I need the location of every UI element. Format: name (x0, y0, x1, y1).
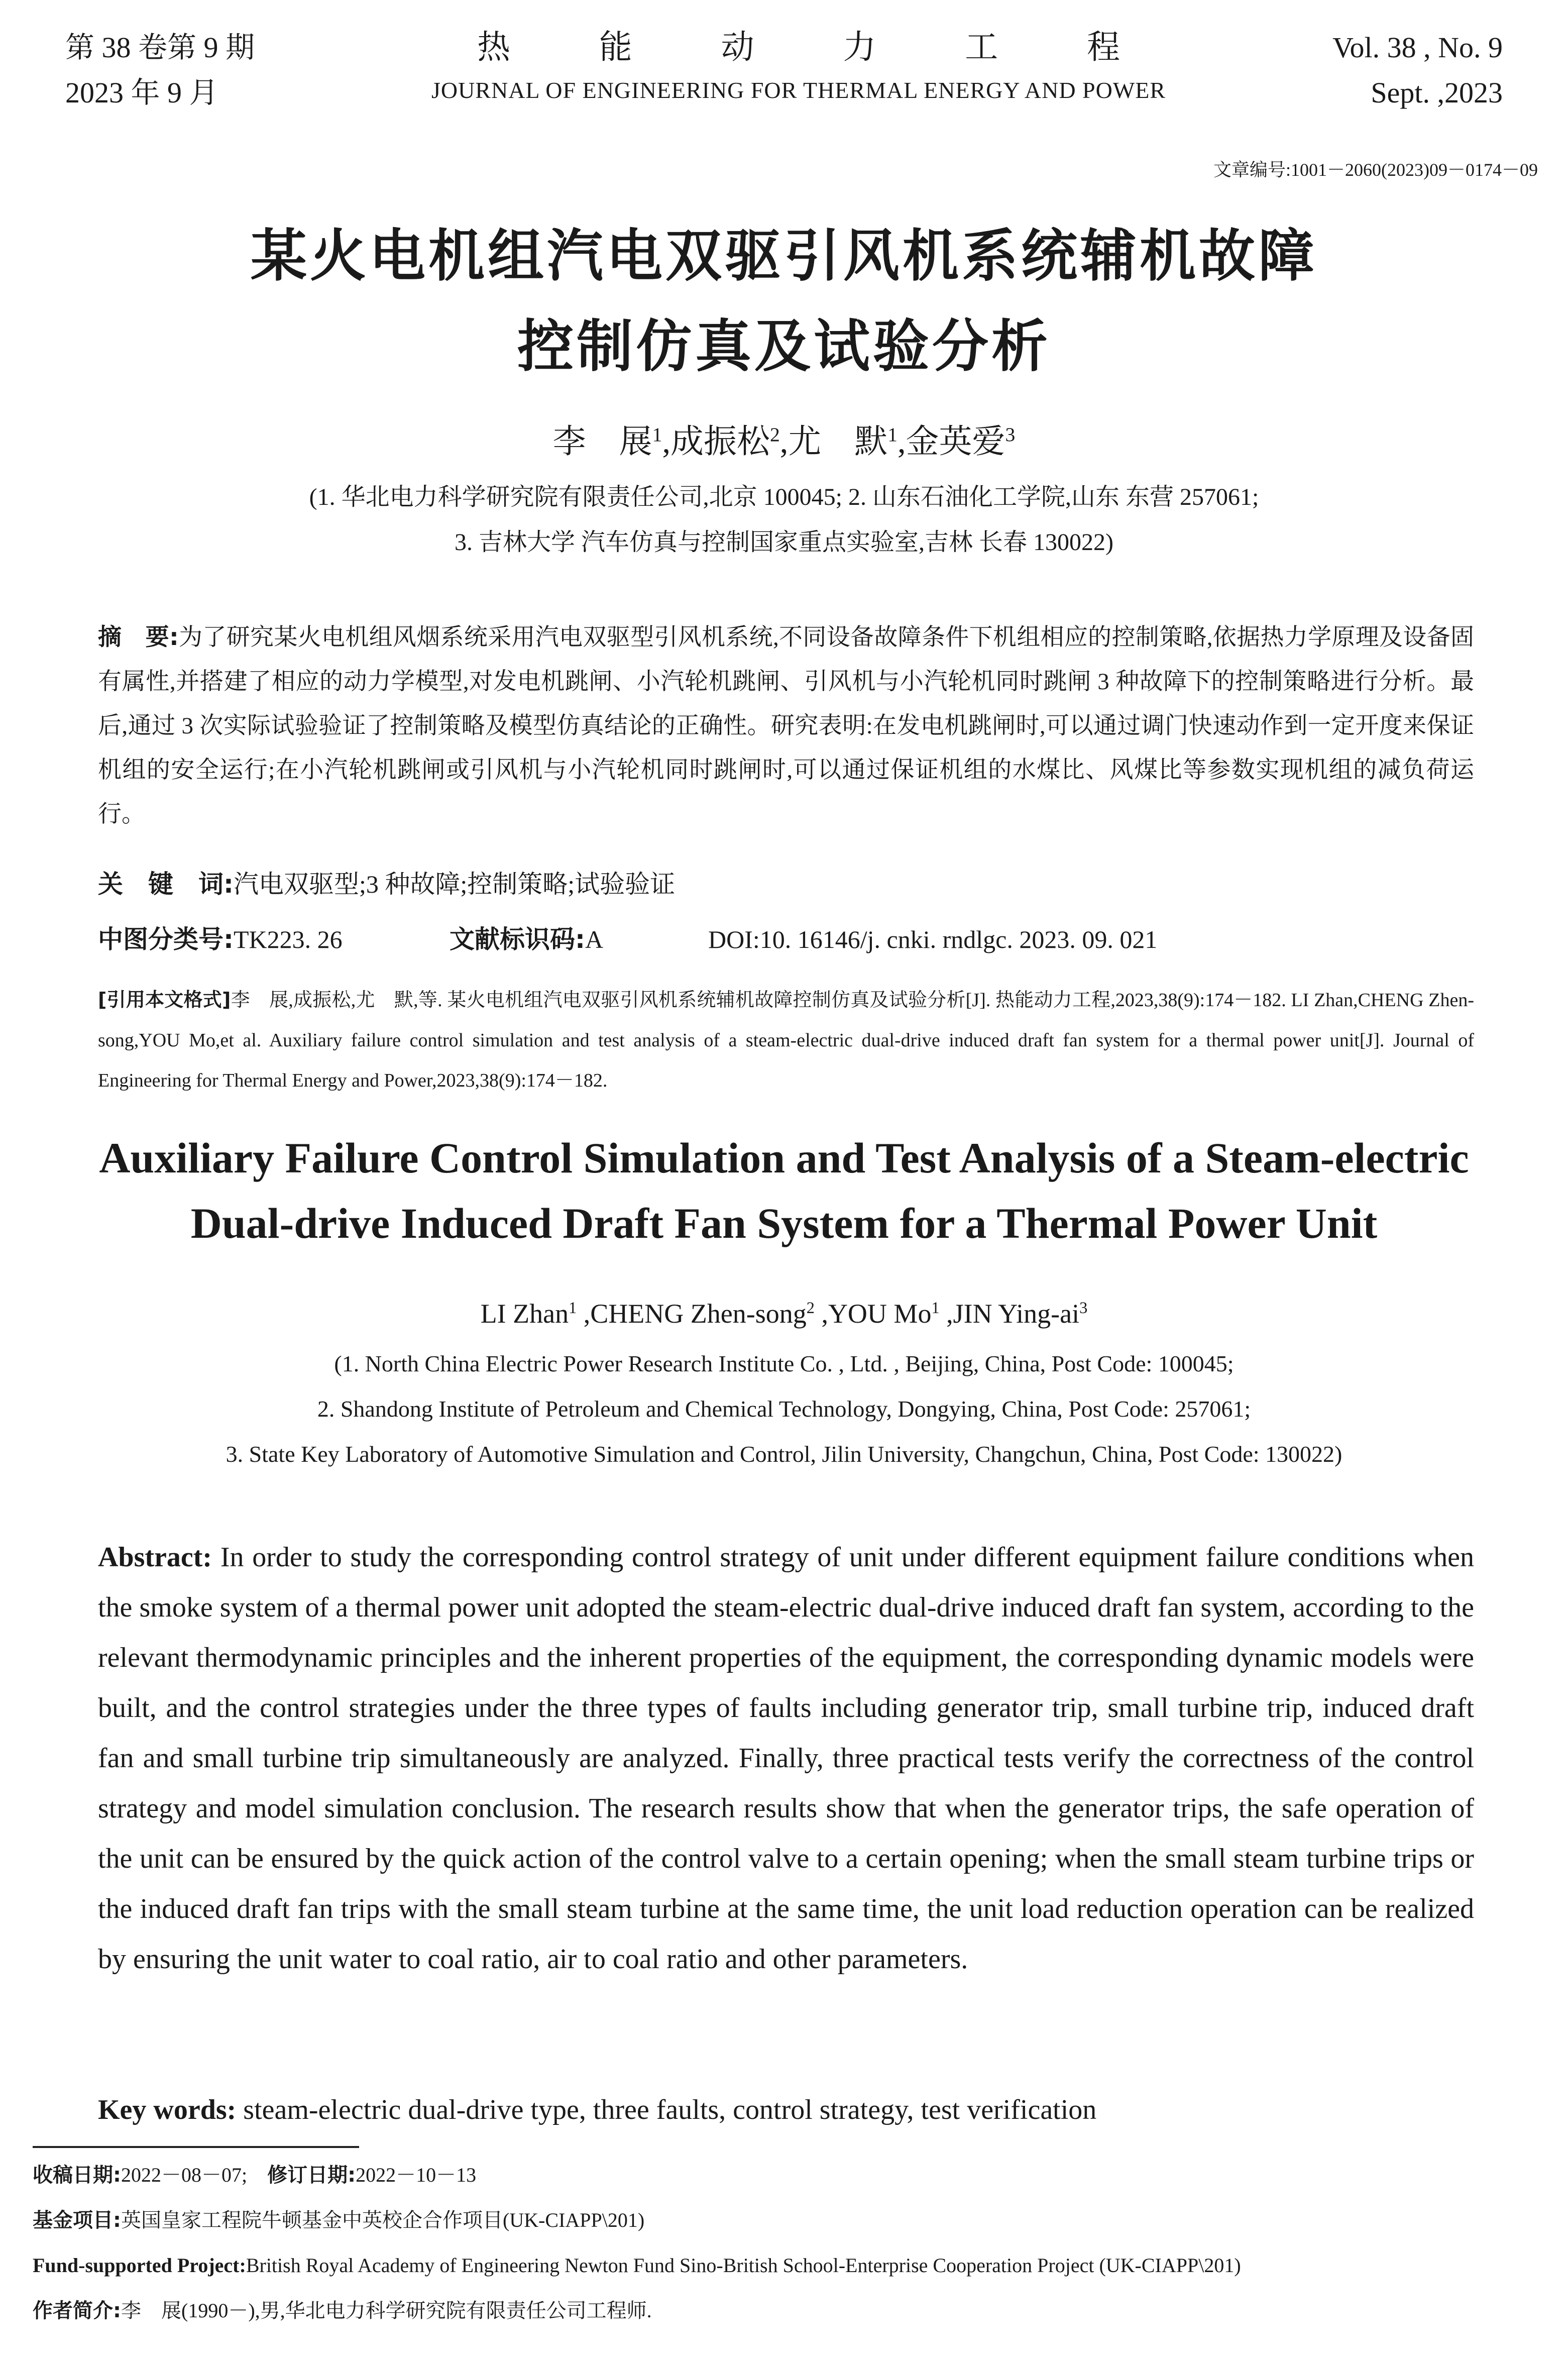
abstract-en (98, 1532, 1474, 1984)
footnote-fund-en (33, 2250, 1549, 2281)
title-cn (0, 211, 1568, 392)
affiliations-en (0, 1341, 1568, 1477)
date-cn: 2023 年 9 月 (65, 76, 218, 109)
keywords-en-text: steam-electric dual-drive type, three faults, control strategy, test verification (243, 2094, 1097, 2125)
affiliation-en-line1: (1. North China Electric Power Research Institute Co. , Ltd. , Beijing, China, Post Code: 100045; (334, 1351, 1234, 1376)
header-left (65, 25, 255, 116)
author-name: LI Zhan (480, 1299, 569, 1329)
journal-name-en: JOURNAL OF ENGINEERING FOR THERMAL ENERGY AND POWER (431, 77, 1166, 103)
revised-value: 2022－10－13 (356, 2164, 477, 2186)
affiliation-en-line2: 2. Shandong Institute of Petroleum and Chemical Technology, Dongying, China, Post Code: 257061; (317, 1396, 1251, 1422)
author-affil-mark: 1 (887, 423, 898, 446)
journal-char: 能 (599, 29, 632, 66)
author-affil-mark: 1 (931, 1299, 940, 1317)
footnote-rule (33, 2146, 359, 2148)
abstract-cn (98, 615, 1474, 836)
affiliation-cn-line1: (1. 华北电力科学研究院有限责任公司,北京 100045; 2. 山东石油化工学院,山东 东营 257061; (309, 484, 1259, 510)
affiliations-cn (0, 475, 1568, 565)
author-name: CHENG Zhen-song (590, 1299, 807, 1329)
authors-cn: 李 展$^1$,成振松$^2$,尤 默$^1$,金英爱$^3$ (552, 423, 1016, 460)
citation-text: 李 展,成振松,尤 默,等. 某火电机组汽电双驱引风机系统辅机故障控制仿真及试验分析[J]. 热能动力工程,2023,38(9):174－182. LI Zhan,CHENG Zhen-song,YOU Mo,et al. Auxiliary failure control simulation and test analysis of a steam-electric dual-drive induced draft fan system for a thermal power unit[J]. Journal of Engineering for Thermal Energy and Power,2023,38(9):174－182. (98, 990, 1474, 1091)
clc-label: 中图分类号: (98, 925, 234, 954)
keywords-cn (98, 864, 675, 904)
author-affil-mark: 2 (806, 1299, 815, 1317)
revised-label: 修订日期: (267, 2164, 356, 2187)
author-affil-mark: 1 (569, 1299, 577, 1317)
author-affil-mark: 1 (652, 423, 662, 446)
citation-block (98, 980, 1474, 1101)
footnote-bio (33, 2296, 1549, 2326)
fund-cn-label: 基金项目: (33, 2209, 121, 2232)
affiliation-cn-line2: 3. 吉林大学 汽车仿真与控制国家重点实验室,吉林 长春 130022) (455, 529, 1113, 556)
fund-en-value: British Royal Academy of Engineering Newton Fund Sino-British School-Enterprise Cooperation Project (UK-CIAPP\201) (246, 2254, 1241, 2277)
journal-char: 热 (477, 29, 510, 66)
article-number: 文章编号:1001－2060(2023)09－0174－09 (1213, 160, 1538, 180)
received-value: 2022－08－07; (121, 2164, 248, 2186)
header-right (1332, 25, 1503, 116)
fund-en-label: Fund-supported Project: (33, 2254, 246, 2277)
author-name: 李 展 (552, 423, 652, 460)
journal-char: 程 (1086, 29, 1120, 66)
footnote-fund-cn (33, 2205, 1549, 2235)
volume-cn: 第 38 卷第 9 期 (65, 31, 255, 64)
author-name: YOU Mo (828, 1299, 932, 1329)
doc-code (450, 919, 603, 959)
journal-char: 动 (721, 29, 754, 66)
author-name: 金英爱 (906, 423, 1005, 460)
received-label: 收稿日期: (33, 2164, 121, 2187)
keywords-en (98, 2085, 1096, 2135)
volume-en: Vol. 38 , No. 9 (1332, 31, 1503, 64)
footnote-dates (33, 2160, 1549, 2190)
author-name: 尤 默 (788, 423, 888, 460)
author-name: 成振松 (670, 423, 770, 460)
header-center (382, 25, 1215, 111)
affiliation-en-line3: 3. State Key Laboratory of Automotive Simulation and Control, Jilin University, Changchun, China, Post Code: 130022) (226, 1441, 1342, 1467)
journal-header (0, 25, 1568, 116)
keywords-cn-label: 关 键 词: (98, 870, 234, 899)
abstract-en-label: Abstract: (98, 1542, 212, 1573)
keywords-cn-text: 汽电双驱型;3 种故障;控制策略;试验验证 (234, 870, 676, 898)
title-en-line1: Auxiliary Failure Control Simulation and Test Analysis of a Steam-electric (99, 1134, 1469, 1182)
abstract-cn-label: 摘 要: (98, 623, 179, 651)
bio-value: 李 展(1990－),男,华北电力科学研究院有限责任公司工程师. (121, 2299, 652, 2322)
title-cn-line1: 某火电机组汽电双驱引风机系统辅机故障 (251, 224, 1317, 289)
doc-label: 文献标识码: (450, 925, 585, 954)
journal-char: 工 (965, 29, 998, 66)
title-en-line2: Dual-drive Induced Draft Fan System for a Thermal Power Unit (190, 1199, 1378, 1247)
fund-cn-value: 英国皇家工程院牛顿基金中英校企合作项目(UK-CIAPP\201) (121, 2209, 645, 2231)
abstract-cn-text: 为了研究某火电机组风烟系统采用汽电双驱型引风机系统,不同设备故障条件下机组相应的控制策略,依据热力学原理及设备固有属性,并搭建了相应的动力学模型,对发电机跳闸、小汽轮机跳闸、引风机与小汽轮机同时跳闸 3 种故障下的控制策略进行分析。最后,通过 3 次实际试验验证了控制策略及模型仿真结论的正确性。研究表明:在发电机跳闸时,可以通过调门快速动作到一定开度来保证机组的安全运行;在小汽轮机跳闸或引风机与小汽轮机同时跳闸时,可以通过保证机组的水煤比、风煤比等参数实现机组的减负荷运行。 (98, 624, 1474, 827)
bio-label: 作者简介: (33, 2299, 121, 2322)
journal-name-cn (382, 25, 1215, 70)
clc-value: TK223. 26 (234, 925, 343, 953)
title-en (0, 1125, 1568, 1256)
abstract-en-text: In order to study the corresponding control strategy of unit under different equipment failure conditions when the smoke system of a thermal power unit adopted the steam-electric dual-drive induced draft fan system, according to the relevant thermodynamic principles and the inherent properties of the equipment, the corresponding dynamic models were built, and the control strategies under the three types of faults including generator trip, small turbine trip, induced draft fan and small turbine trip simultaneously are analyzed. Finally, three practical tests verify the correctness of the control strategy and model simulation conclusion. The research results show that when the generator trips, the safe operation of the unit can be ensured by the quick action of the control valve to a certain opening; when the small steam turbine trips or the induced draft fan trips with the small steam turbine at the same time, the unit load reduction operation can be realized by ensuring the unit water to coal ratio, air to coal ratio and other parameters. (98, 1542, 1474, 1975)
doi: DOI:10. 16146/j. cnki. rndlgc. 2023. 09. 021 (708, 925, 1158, 953)
author-affil-mark: 3 (1005, 423, 1016, 446)
journal-char: 力 (843, 29, 876, 66)
doc-value: A (585, 925, 604, 953)
title-cn-line2: 控制仿真及试验分析 (517, 314, 1051, 379)
clc-code (98, 919, 343, 959)
date-en: Sept. ,2023 (1371, 76, 1503, 109)
keywords-en-label: Key words: (98, 2094, 237, 2125)
authors-en: LI Zhan$^1$ ,CHENG Zhen-song$^2$ ,YOU Mo$^1$ ,JIN Ying-$ai^3$ (480, 1299, 1088, 1329)
author-affil-mark: 3 (1079, 1299, 1088, 1317)
author-name: JIN Ying-ai (953, 1299, 1080, 1329)
citation-label: [引用本文格式] (98, 989, 231, 1011)
author-affil-mark: 2 (769, 423, 780, 446)
